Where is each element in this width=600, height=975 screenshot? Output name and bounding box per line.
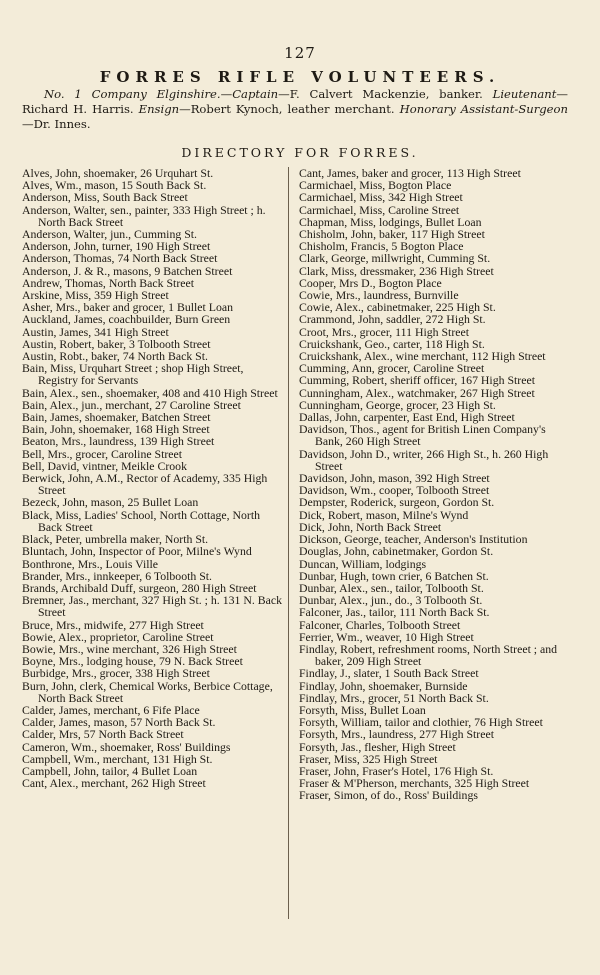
directory-entry: Berwick, John, A.M., Rector of Academy, 335 High Street (22, 471, 268, 498)
directory-entry: Boyne, Mrs., lodging house, 79 N. Back Street (22, 654, 243, 669)
directory-entry: Bain, Miss, Urquhart Street ; shop High Street, Registry for Servants (22, 361, 244, 388)
directory-entry: Auckland, James, coachbuilder, Burn Green (22, 312, 231, 327)
directory-entry: Croot, Mrs., grocer, 111 High Street (299, 324, 470, 339)
directory-entry: Findlay, Mrs., grocer, 51 North Back St. (299, 690, 489, 705)
directory-entry: Alves, Wm., mason, 15 South Back St. (22, 178, 207, 193)
directory-entry: Dempster, Roderick, surgeon, Gordon St. (299, 495, 495, 510)
directory-entry: Cruickshank, Alex., wine merchant, 112 High Street (299, 349, 546, 364)
directory-entry: Black, Peter, umbrella maker, North St. (22, 532, 209, 547)
directory-entry: Bluntach, John, Inspector of Poor, Milne's Wynd (22, 544, 252, 559)
directory-entry: Ferrier, Wm., weaver, 10 High Street (299, 629, 474, 644)
directory-entry: Fraser, Miss, 325 High Street (299, 751, 438, 766)
directory-entry: Cumming, Ann, grocer, Caroline Street (299, 361, 485, 376)
directory-entry: Austin, Robert, baker, 3 Tolbooth Street (22, 336, 211, 351)
directory-column-left (22, 167, 284, 789)
directory-entry: Alves, John, shoemaker, 26 Urquhart St. (22, 166, 214, 180)
directory-entry: Bruce, Mrs., midwife, 277 High Street (22, 617, 204, 632)
directory-entry: Dick, John, North Back Street (299, 519, 442, 534)
directory-entry: Fraser, Simon, of do., Ross' Buildings (299, 788, 478, 803)
directory-entry: Bain, John, shoemaker, 168 High Street (22, 422, 210, 437)
directory-entry: Cumming, Robert, sheriff officer, 167 High Street (299, 373, 535, 388)
directory-entry: Black, Miss, Ladies' School, North Cottage, North Back Street (22, 507, 261, 534)
directory-entry: Andrew, Thomas, North Back Street (22, 275, 194, 290)
directory-entry: Bell, David, vintner, Meikle Crook (22, 458, 187, 473)
directory-entry: Cowie, Alex., cabinetmaker, 225 High St. (299, 300, 496, 315)
directory-entry: Falconer, Charles, Tolbooth Street (299, 617, 461, 632)
captain-label: Captain (232, 87, 279, 101)
directory-entry: Falconer, Jas., tailor, 111 North Back St. (299, 605, 490, 620)
ensign-label: Ensign (138, 102, 180, 116)
directory-entry: Asher, Mrs., baker and grocer, 1 Bullet Loan (22, 300, 234, 315)
lieutenant-label: Lieutenant (492, 87, 557, 101)
lieutenant-name: Richard H. Harris. (22, 102, 134, 116)
directory-entry: Cunningham, George, grocer, 23 High St. (299, 397, 496, 412)
page-number: 127 (284, 44, 316, 62)
directory-entry: Bell, Mrs., grocer, Caroline Street (22, 446, 183, 461)
directory-entry: Calder, James, mason, 57 North Back St. (22, 715, 216, 730)
directory-entry: Brander, Mrs., innkeeper, 6 Tolbooth St. (22, 568, 213, 583)
directory-entry: Crammond, John, saddler, 272 High St. (299, 312, 486, 327)
directory-entry: Forsyth, William, tailor and clothier, 76 High Street (299, 715, 543, 730)
directory-entry: Findlay, John, shoemaker, Burnside (299, 678, 468, 693)
directory-entry: Bain, James, shoemaker, Batchen Street (22, 410, 211, 425)
directory-entry: Forsyth, Jas., flesher, High Street (299, 739, 456, 754)
directory-heading: DIRECTORY FOR FORRES. (181, 145, 419, 160)
directory-entry: Davidson, Thos., agent for British Linen Company's Bank, 260 High Street (299, 422, 546, 449)
directory-entry: Chapman, Miss, lodgings, Bullet Loan (299, 214, 482, 229)
directory-column-right (288, 167, 567, 919)
directory-entry: Anderson, John, turner, 190 High Street (22, 239, 211, 254)
directory-entry: Bain, Alex., sen., shoemaker, 408 and 410 High Street (22, 385, 278, 400)
directory-entry: Chisholm, Francis, 5 Bogton Place (299, 239, 464, 254)
page-title: FORRES RIFLE VOLUNTEERS. (99, 68, 501, 86)
directory-entry: Cameron, Wm., shoemaker, Ross' Buildings (22, 739, 231, 754)
directory-entry: Bremner, Jas., merchant, 327 High St. ; h. 131 N. Back Street (22, 593, 282, 620)
directory-entry: Fraser & M'Pherson, merchants, 325 High Street (299, 776, 530, 791)
directory-entry: Bain, Alex., jun., merchant, 27 Caroline Street (22, 397, 241, 412)
directory-entry: Anderson, Walter, sen., painter, 333 High Street ; h. North Back Street (22, 202, 266, 229)
directory-entry: Calder, James, merchant, 6 Fife Place (22, 702, 200, 717)
surgeon-label: Honorary Assistant-Surgeon (399, 102, 568, 116)
captain-name: F. Calvert Mackenzie, banker. (289, 87, 483, 101)
directory-entry: Dunbar, Hugh, town crier, 6 Batchen St. (299, 568, 489, 583)
directory-entry: Carmichael, Miss, 342 High Street (299, 190, 463, 205)
directory-entry: Bowie, Alex., proprietor, Caroline Street (22, 629, 214, 644)
directory-entry: Anderson, Miss, South Back Street (22, 190, 188, 205)
directory-entry: Dunbar, Alex., jun., do., 3 Tolbooth St. (299, 593, 483, 608)
directory-entry: Dunbar, Alex., sen., tailor, Tolbooth St. (299, 580, 484, 595)
directory-entry: Davidson, John, mason, 392 High Street (299, 471, 490, 486)
directory-entry: Dick, Robert, mason, Milne's Wynd (299, 507, 469, 522)
directory-entry: Burn, John, clerk, Chemical Works, Berbice Cottage, North Back Street (22, 678, 273, 705)
directory-entry: Cruickshank, Geo., carter, 118 High St. (299, 336, 485, 351)
directory-entry: Cant, Alex., merchant, 262 High Street (22, 776, 206, 791)
directory-entry: Forsyth, Mrs., laundress, 277 High Street (299, 727, 494, 742)
directory-entry: Fraser, John, Fraser's Hotel, 176 High St. (299, 763, 494, 778)
directory-entry: Carmichael, Miss, Caroline Street (299, 202, 460, 217)
directory-entry: Clark, Miss, dressmaker, 236 High Street (299, 263, 494, 278)
directory-entry: Austin, James, 341 High Street (22, 324, 169, 339)
directory-entry: Cooper, Mrs D., Bogton Place (299, 275, 442, 290)
directory-entry: Davidson, Wm., cooper, Tolbooth Street (299, 483, 490, 498)
directory-entry: Dickson, George, teacher, Anderson's Institution (299, 532, 528, 547)
directory-entry: Calder, Mrs, 57 North Back Street (22, 727, 184, 742)
directory-entry: Findlay, J., slater, 1 South Back Street (299, 666, 479, 681)
directory-entry: Brands, Archibald Duff, surgeon, 280 High Street (22, 580, 257, 595)
directory-entry: Bonthrone, Mrs., Louis Ville (22, 556, 159, 571)
directory-entry: Anderson, J. & R., masons, 9 Batchen Street (22, 263, 233, 278)
directory-entry: Cowie, Mrs., laundress, Burnville (299, 288, 459, 303)
volunteers-officers: No. 1 Company Elginshire.—Captain—F. Calvert Mackenzie, banker. Lieutenant—Richard H. Harris. Ensign—Robert Kynoch, leather merchant. Honorary Assistant-Surgeon—Dr. Innes. (22, 87, 568, 131)
directory-entry: Austin, Robt., baker, 74 North Back St. (22, 349, 208, 364)
directory-entry: Douglas, John, cabinetmaker, Gordon St. (299, 544, 494, 559)
directory-entry: Dallas, John, carpenter, East End, High Street (299, 410, 515, 425)
directory-entry: Anderson, Walter, jun., Cumming St. (22, 227, 197, 242)
directory-entry: Campbell, Wm., merchant, 131 High St. (22, 751, 213, 766)
directory-entry: Carmichael, Miss, Bogton Place (299, 178, 452, 193)
surgeon-name: Dr. Innes. (33, 117, 91, 131)
directory-entry: Forsyth, Miss, Bullet Loan (299, 702, 426, 717)
directory-entry: Beaton, Mrs., laundress, 139 High Street (22, 434, 215, 449)
directory-entry: Campbell, John, tailor, 4 Bullet Loan (22, 763, 198, 778)
directory-entry: Cunningham, Alex., watchmaker, 267 High Street (299, 385, 535, 400)
company-name: No. 1 Company Elginshire. (44, 87, 221, 101)
directory-entry: Bezeck, John, mason, 25 Bullet Loan (22, 495, 199, 510)
directory-entry: Arskine, Miss, 359 High Street (22, 288, 169, 303)
directory-entry: Findlay, Robert, refreshment rooms, North Street ; and baker, 209 High Street (299, 641, 558, 669)
directory-entry: Bowie, Mrs., wine merchant, 326 High Street (22, 641, 237, 656)
directory-entry: Davidson, John D., writer, 266 High St., h. 260 High Street (299, 446, 549, 473)
directory-entry: Anderson, Thomas, 74 North Back Street (22, 251, 218, 266)
directory-entry: Chisholm, John, baker, 117 High Street (299, 227, 485, 242)
directory-entry: Duncan, William, lodgings (299, 556, 427, 571)
directory-entry: Clark, George, millwright, Cumming St. (299, 251, 491, 266)
directory-entry: Burbidge, Mrs., grocer, 338 High Street (22, 666, 210, 681)
ensign-name: Robert Kynoch, leather merchant. (190, 102, 395, 116)
directory-entry: Cant, James, baker and grocer, 113 High Street (299, 166, 521, 180)
